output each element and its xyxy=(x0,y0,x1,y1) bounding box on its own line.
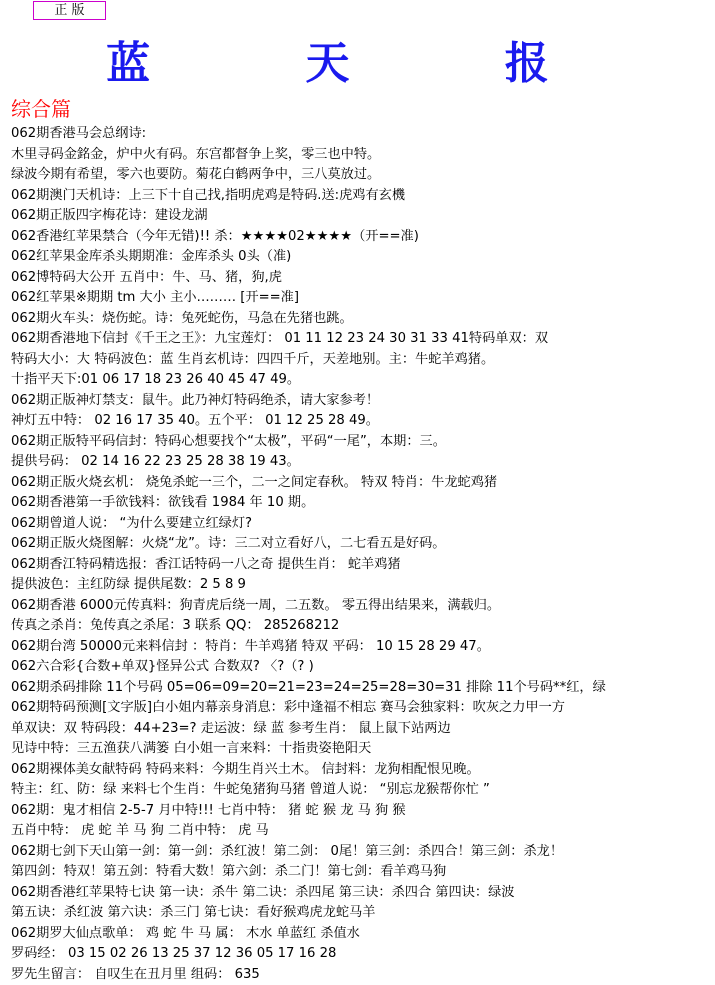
text-line: 第五诀：杀红波 第六诀：杀三门 第七诀：看好猴鸡虎龙蛇马羊 xyxy=(11,903,711,924)
text-line: 062期正版火烧玄机： 烧兔杀蛇一三个，二一之间定春秋。 特双 特肖：牛龙蛇鸡猪 xyxy=(11,473,711,494)
text-line: 提供波色：主红防绿 提供尾数：2 5 8 9 xyxy=(11,575,711,596)
text-line: 062六合彩{合数+单双}怪异公式 合数双? 〈?（? ) xyxy=(11,657,711,678)
text-line: 062红苹果※期期 tm 大小 主小……… [开==准] xyxy=(11,288,711,309)
text-line: 见诗中特：三五渔获八满篓 白小姐一言来料：十指贵姿艳阳天 xyxy=(11,739,711,760)
text-line: 062博特码大公开 五肖中：牛、马、猪，狗,虎 xyxy=(11,268,711,289)
text-line: 木里寻码金銘金，炉中火有码。东宫都督争上奖，零三也中特。 xyxy=(11,145,711,166)
text-line: 062期：鬼才相信 2-5-7 月中特!!! 七肖中特： 猪 蛇 猴 龙 马 狗 猴 xyxy=(11,801,711,822)
text-line: 062期火车头：烧伤蛇。诗：兔死蛇伤，马急在先猪也跳。 xyxy=(11,309,711,330)
text-line: 062期特码预测[文字版]白小姐内幕亲身消息：彩中逢福不相忘 赛马会独家料：吹灰之力甲一方 xyxy=(11,698,711,719)
masthead-title: 蓝 天 报 xyxy=(0,36,715,92)
text-line: 罗先生留言： 自叹生在丑月里 组码： 635 xyxy=(11,965,711,985)
text-line: 062红苹果金库杀头期期准：金库杀头 0头（准) xyxy=(11,247,711,268)
text-line: 十指平天下:01 06 17 18 23 26 40 45 47 49。 xyxy=(11,370,711,391)
text-line: 062期罗大仙点歌单： 鸡 蛇 牛 马 属： 木水 单蓝红 杀值水 xyxy=(11,924,711,945)
text-line: 罗码经： 03 15 02 26 13 25 37 12 36 05 17 16 28 xyxy=(11,944,711,965)
text-line: 特主：红、防：绿 来料七个生肖：牛蛇兔猪狗马猪 曾道人说： “别忘龙猴帮你忙 ” xyxy=(11,780,711,801)
text-line: 单双诀：双 特码段：44+23=? 走运波：绿 蓝 参考生肖： 鼠上鼠下站两边 xyxy=(11,719,711,740)
text-line: 062期正版特平码信封：特码心想要找个“太极”，平码“一尾”，本期：三。 xyxy=(11,432,711,453)
text-line: 绿波今期有希望，零六也要防。菊花白鹤两争中，三八莫放过。 xyxy=(11,165,711,186)
text-line: 五肖中特： 虎 蛇 羊 马 狗 二肖中特： 虎 马 xyxy=(11,821,711,842)
text-line: 062期七剑下天山第一剑：第一剑：杀红波！第二剑： 0尾！第三剑：杀四合！第三剑：杀龙！ xyxy=(11,842,711,863)
text-line: 062期香港马会总纲诗: xyxy=(11,124,711,145)
text-line: 062期裸体美女献特码 特码来料：今期生肖兴土木。 信封料：龙狗相配恨见晚。 xyxy=(11,760,711,781)
text-line: 062期香港第一手欲钱料：欲钱看 1984 年 10 期。 xyxy=(11,493,711,514)
text-line: 062期澳门天机诗：上三下十自己找,指明虎鸡是特码.送:虎鸡有玄機 xyxy=(11,186,711,207)
text-line: 062期香港红苹果特七诀 第一诀：杀牛 第二诀：杀四尾 第三诀：杀四合 第四诀：绿波 xyxy=(11,883,711,904)
text-line: 062期香江特码精选报：香江话特码一八之奇 提供生肖： 蛇羊鸡猪 xyxy=(11,555,711,576)
text-line: 062期香港地下信封《千王之王》：九宝莲灯： 01 11 12 23 24 30 31 33 41特码单双：双 xyxy=(11,329,711,350)
text-line: 062期曾道人说： “为什么要建立红绿灯? xyxy=(11,514,711,535)
text-line: 062期香港 6000元传真料：狗青虎后绕一周，二五数。 零五得出结果来，满载归。 xyxy=(11,596,711,617)
edition-badge: 正 版 xyxy=(33,1,106,20)
text-line: 传真之杀肖：兔传真之杀尾：3 联系 QQ： 285268212 xyxy=(11,616,711,637)
text-line: 特码大小：大 特码波色：蓝 生肖玄机诗：四四千斤，天差地别。主：牛蛇羊鸡猪。 xyxy=(11,350,711,371)
text-line: 062期杀码排除 11个号码 05=06=09=20=21=23=24=25=28=30=31 排除 11个号码**红，绿 xyxy=(11,678,711,699)
text-line: 提供号码： 02 14 16 22 23 25 28 38 19 43。 xyxy=(11,452,711,473)
content-lines xyxy=(11,124,711,985)
section-title: 综合篇 xyxy=(11,96,71,122)
text-line: 062期正版四字梅花诗：建设龙湖 xyxy=(11,206,711,227)
text-line: 062期台湾 50000元来料信封 ：特肖：牛羊鸡猪 特双 平码： 10 15 28 29 47。 xyxy=(11,637,711,658)
text-line: 062期正版神灯禁支：鼠牛。此乃神灯特码绝杀，请大家参考！ xyxy=(11,391,711,412)
text-line: 神灯五中特： 02 16 17 35 40。五个平： 01 12 25 28 49。 xyxy=(11,411,711,432)
text-line: 062香港红苹果禁合（今年无错)!! 杀：★★★★02★★★★（开==准) xyxy=(11,227,711,248)
text-line: 062期正版火烧图解：火烧“龙”。诗：三二对立看好八，二七看五是好码。 xyxy=(11,534,711,555)
text-line: 第四剑：特双！第五剑：特看大数！第六剑：杀二门！第七剑：看羊鸡马狗 xyxy=(11,862,711,883)
